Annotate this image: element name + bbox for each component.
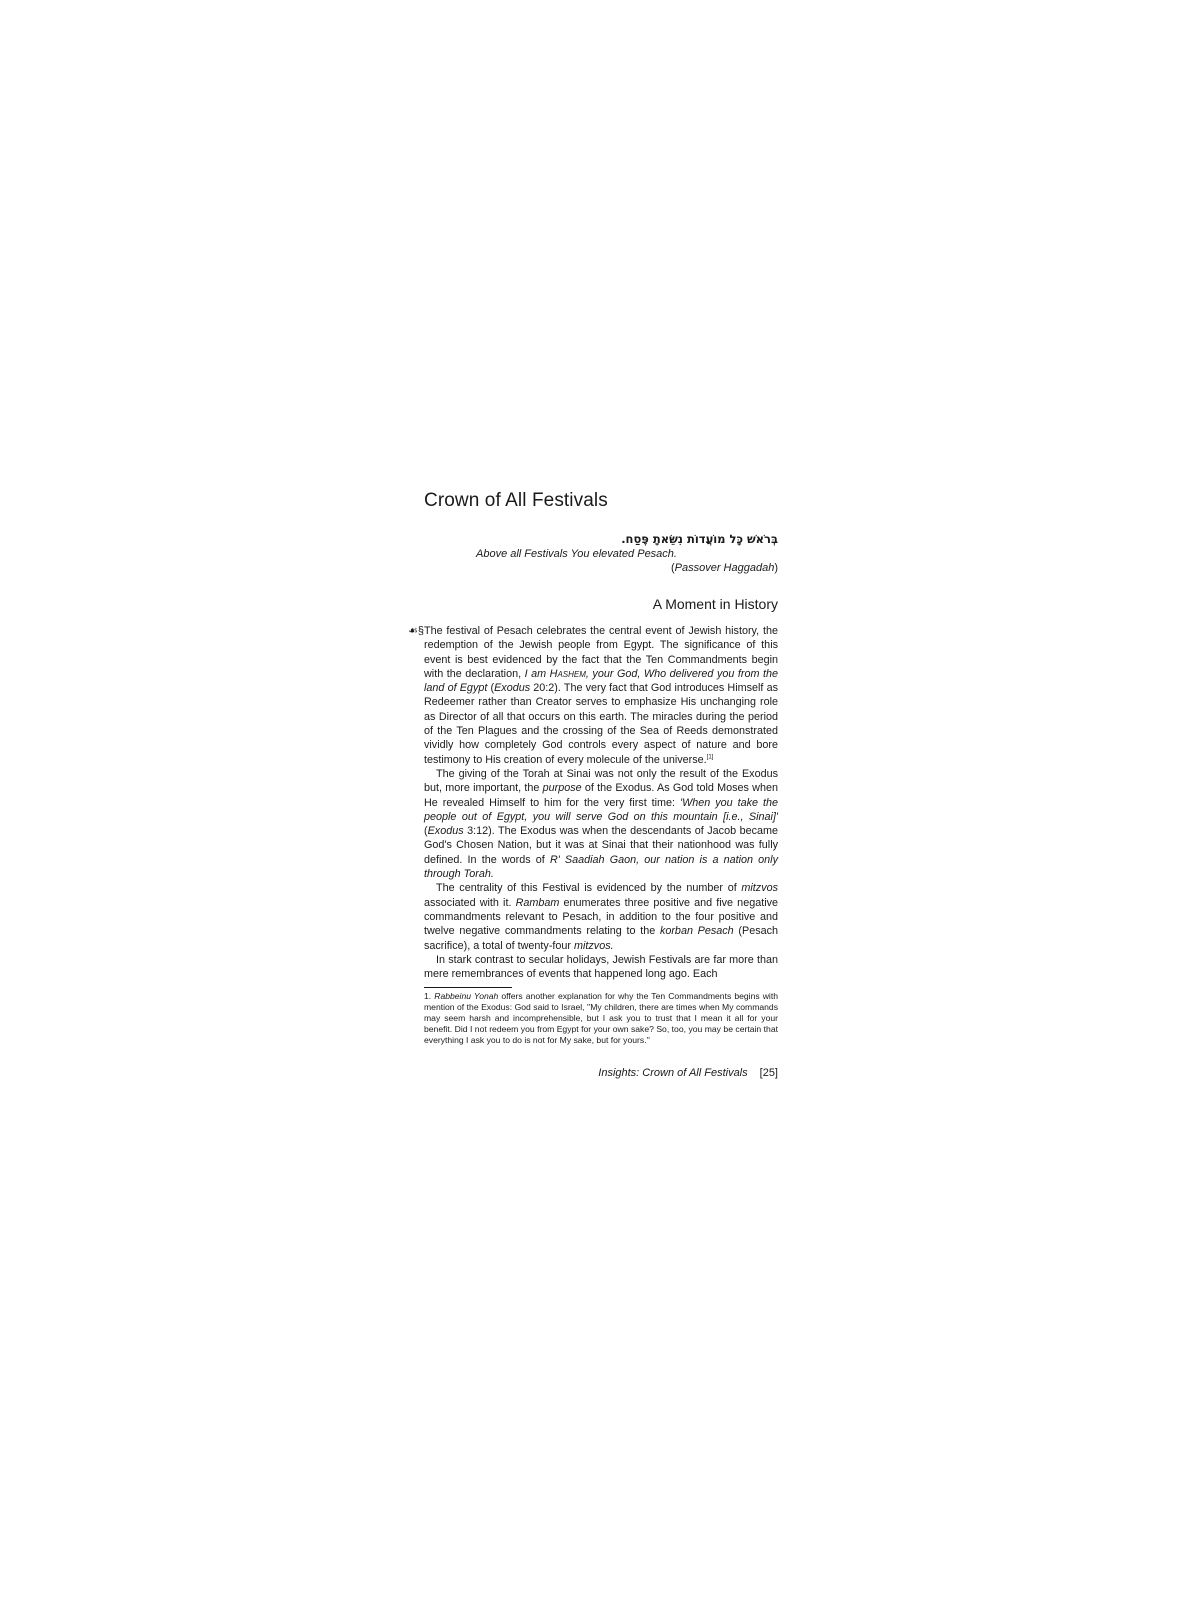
p3-text-c: enumerates three positive and five negative commandments relevant to Pesach, in addition to the four positive and twelve negative commandments relating to the (424, 896, 779, 938)
p3-text-b: associated with it. (424, 896, 516, 909)
p2-saadiah: R' Saadiah Gaon, our nation is a nation only through Torah. (424, 853, 778, 881)
p1-hashem: Hashem (549, 667, 586, 680)
running-footer-title: Insights: Crown of All Festivals (598, 1067, 748, 1080)
source-paren-open: ( (670, 562, 675, 574)
footnote-divider (424, 987, 512, 988)
p1-text-c: ( (487, 682, 495, 695)
epigraph-source (424, 561, 778, 576)
body-text (408, 624, 779, 981)
p4-text-a: In stark contrast to secular holidays, Jewish Festivals are far more than mere remembrances of events that happened long ago. Each (424, 953, 778, 981)
source-title: Passover Haggadah (674, 562, 775, 574)
p1-text-a: The festival of Pesach celebrates the central event of Jewish history, the redemption of the Jewish people from Egypt. The significance of this event is best evidenced by the fact that the Ten Commandments begin with the declaration, (424, 625, 778, 680)
p3-text-d: (Pesach sacrifice), a total of twenty-four (424, 925, 779, 952)
paragraph-4 (424, 953, 778, 982)
footnote-marker[interactable]: [1] (706, 754, 714, 761)
p2-purpose: purpose (542, 782, 582, 795)
p2-text-b: of the Exodus. As God told Moses when He revealed Himself to him for the very first time: (424, 782, 778, 809)
source-paren-close: ) (774, 562, 778, 574)
paragraph-1 (408, 624, 779, 767)
p1-text-d: 20:2). The very fact that God introduces Himself as Redeemer rather than Creator serves to emphasize His unchanging role as Director of all that occurs on this earth. The miracles during the period of the Ten Plagues and the crossing of the Sea of Reeds demonstrated vividly how completely God controls every aspect of nature and bore testimony to His creation of every molecule of the universe. (424, 682, 778, 766)
epigraph-translation: Above all Festivals You elevated Pesach. (476, 548, 677, 560)
epigraph (424, 532, 778, 576)
p3-text-a: The centrality of this Festival is evidenced by the number of (436, 882, 742, 895)
paragraph-2 (424, 767, 778, 881)
running-footer (424, 1066, 778, 1080)
footnote-text: offers another explanation for why the Ten Commandments begins with mention of the Exodus: God said to Israel, ''My children, there are times when My commands may seem harsh and incomprehensible, but I ask you to trust that I mean it all for your benefit. Did I not redeem you from Egypt for your own sake? So, too, you may be certain that everything I ask you to do is not for My sake, but for yours.'' (424, 991, 778, 1046)
footnote (424, 991, 778, 1046)
page-number: [25] (759, 1067, 778, 1080)
p2-text-a: The giving of the Torah at Sinai was not only the result of the Exodus but, more important, the (424, 767, 778, 795)
footnote-number: 1. (424, 991, 435, 1002)
p2-quote: 'When you take the people out of Egypt, you will serve God on this mountain [i.e., Sinai]' (424, 796, 779, 823)
p3-mitzvos-end: mitzvos. (574, 939, 614, 952)
section-heading: A Moment in History (652, 596, 778, 612)
section-ornament-icon: ☙§ (408, 625, 424, 637)
p3-mitzvos: mitzvos (741, 882, 778, 895)
p1-quote-a: I am (524, 667, 550, 680)
p2-text-c: ( (424, 825, 428, 838)
p3-rambam: Rambam (515, 896, 560, 909)
p1-quote-b: , your God, Who delivered you from the land of Egypt (424, 667, 779, 695)
paragraph-3 (424, 881, 778, 952)
chapter-title: Crown of All Festivals (424, 490, 608, 511)
book-page (408, 488, 779, 1080)
epigraph-hebrew: בְּרֹאשׁ כָּל מוֹעֲדוֹת נִשֵּׂאתָ פֶּסַח. (621, 532, 778, 546)
p3-korban: korban Pesach (659, 925, 734, 938)
p1-exodus: Exodus (494, 682, 531, 695)
p2-exodus: Exodus (427, 825, 464, 838)
footnote-author: Rabbeinu Yonah (434, 991, 499, 1002)
p2-text-d: 3:12). The Exodus was when the descendants of Jacob became God's Chosen Nation, but it was at Sinai that their nationhood was fully defined. In the words of (424, 825, 778, 866)
